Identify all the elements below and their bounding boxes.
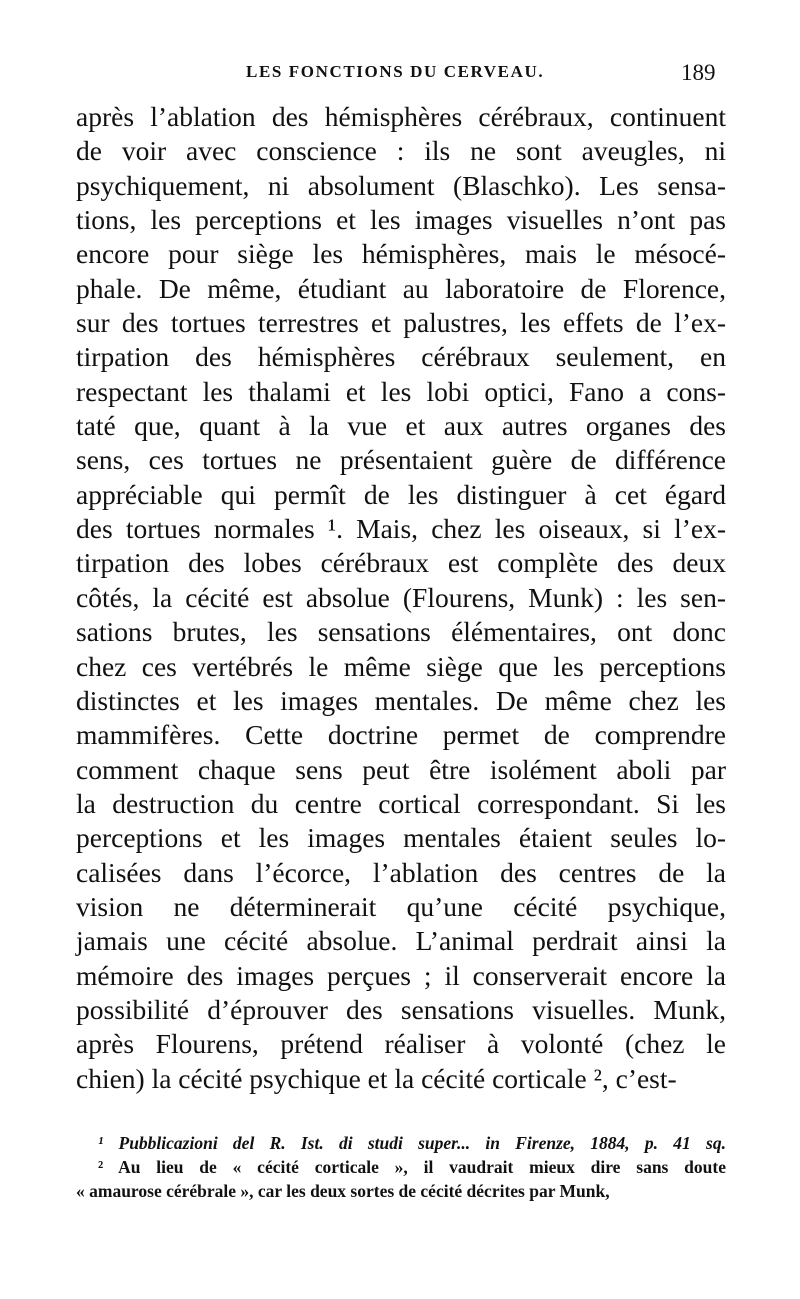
text-line: phale. De même, étudiant au laboratoire de Florence, [76,272,726,304]
text-line: côtés, la cécité est absolue (Flourens, Munk) : les sen- [76,581,726,613]
text-line: après l’ablation des hémisphères cérébraux, continuent [76,101,726,132]
text-line: comment chaque sens peut être isolément aboli par [76,753,726,785]
text-line: mémoire des images perçues ; il conserverait encore la [76,959,726,991]
text-line: chien) la cécité psychique et la cécité corticale ², c’est- [76,1062,677,1094]
text-line: possibilité d’éprouver des sensations visuelles. Munk, [76,993,726,1025]
running-head [0,60,800,90]
text-line: appréciable qui permît de les distinguer à cet égard [76,478,726,510]
text-line: taté que, quant à la vue et aux autres organes des [76,410,726,442]
text-line: chez ces vertébrés le même siège que les perceptions [76,650,726,682]
footnote-2-continued: « amaurose cérébrale », car les deux sortes de cécité décrites par Munk, [76,1181,610,1201]
text-line: calisées dans l’écorce, l’ablation des centres de la [76,856,726,888]
footnote-1: ¹ Pubblicazioni del R. Ist. di studi super... in Firenze, 1884, p. 41 sq. [98,1133,726,1153]
text-line: sations brutes, les sensations élémentaires, ont donc [76,616,726,648]
text-line: mammifères. Cette doctrine permet de comprendre [76,719,726,751]
text-line: sens, ces tortues ne présentaient guère de différence [76,444,726,476]
text-line: distinctes et les images mentales. De même chez les [76,684,726,716]
body-text [76,100,726,1096]
text-line: de voir avec conscience : ils ne sont aveugles, ni [76,135,726,167]
footnote-2: ² Au lieu de « cécité corticale », il vaudrait mieux dire sans doute [98,1157,726,1177]
text-line: perceptions et les images mentales étaient seules lo- [76,822,726,854]
text-line: jamais une cécité absolue. L’animal perdrait ainsi la [76,925,726,957]
footnotes [76,1131,726,1203]
text-line: tirpation des lobes cérébraux est complète des deux [76,547,726,579]
text-line: après Flourens, prétend réaliser à volonté (chez le [76,1028,726,1060]
running-title: LES FONCTIONS DU CERVEAU. [246,62,545,81]
text-line: tions, les perceptions et les images visuelles n’ont pas [76,204,726,236]
text-line: des tortues normales ¹. Mais, chez les oiseaux, si l’ex- [76,513,726,545]
text-line: la destruction du centre cortical correspondant. Si les [76,787,726,819]
text-line: respectant les thalami et les lobi optici, Fano a cons- [76,375,726,407]
text-line: sur des tortues terrestres et palustres, les effets de l’ex- [76,307,726,339]
page-number: 189 [681,60,716,85]
text-line: vision ne déterminerait qu’une cécité psychique, [76,890,726,922]
text-line: encore pour siège les hémisphères, mais le mésocé- [76,238,726,270]
text-line: psychiquement, ni absolument (Blaschko). Les sensa- [76,169,726,201]
text-line: tirpation des hémisphères cérébraux seulement, en [76,341,726,373]
